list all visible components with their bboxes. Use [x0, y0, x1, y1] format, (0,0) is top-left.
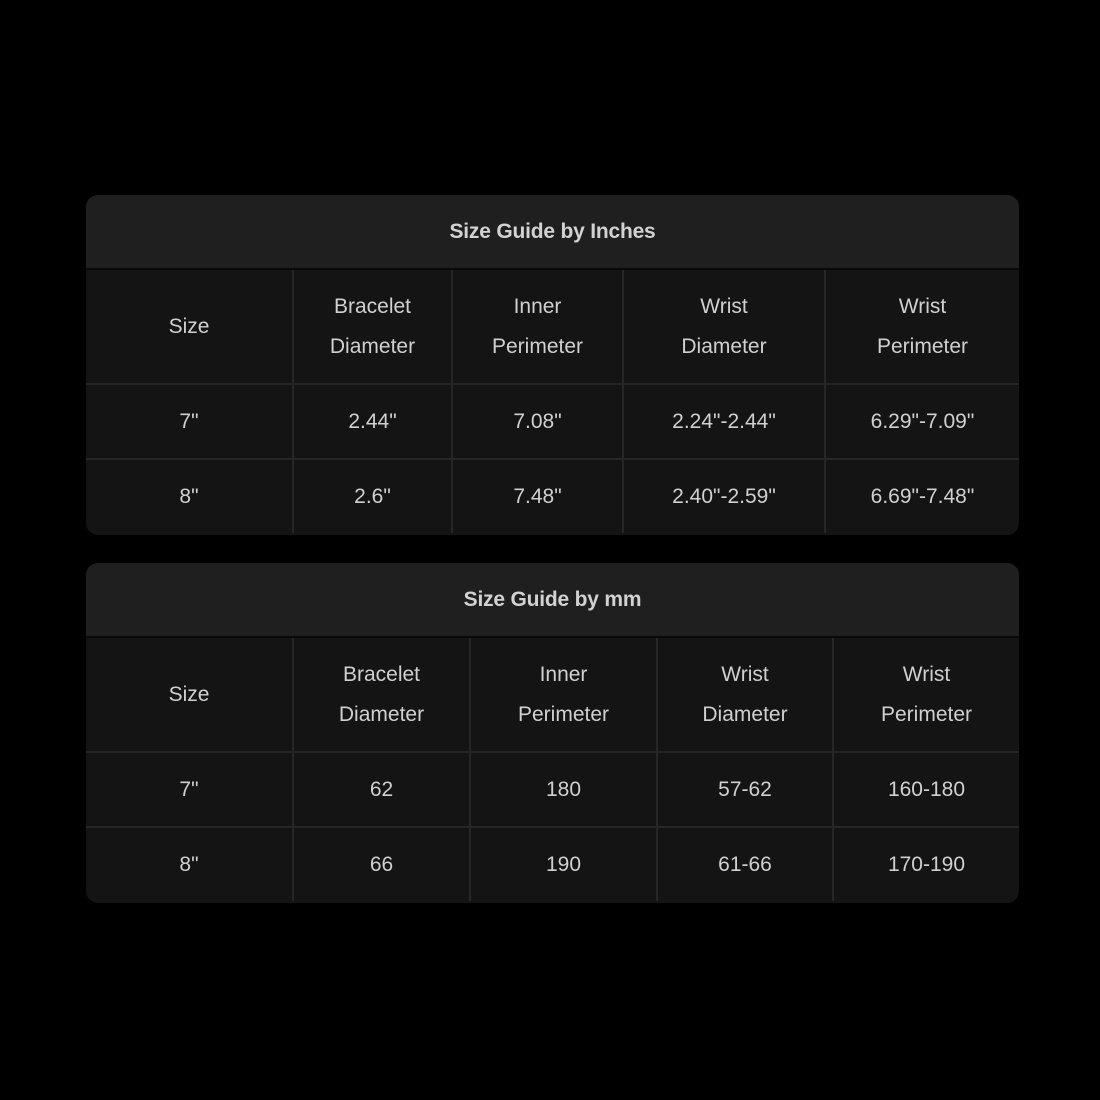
table-cell: 8"	[86, 827, 293, 901]
table-cell: 190	[470, 827, 657, 901]
header-cell-wrist-diameter: Wrist Diameter	[623, 270, 825, 384]
header-cell-bracelet-diameter: Bracelet Diameter	[293, 638, 470, 752]
table-row	[86, 384, 1019, 459]
table-cell: 170-190	[887, 852, 966, 876]
size-table-inches	[86, 270, 1019, 533]
table-cell: 66	[293, 827, 470, 901]
table-cell: 62	[293, 752, 470, 827]
table-cell: 2.44"	[293, 384, 452, 459]
table-cell: 8"	[86, 459, 293, 533]
table-cell: 2.24"-2.44"	[623, 384, 825, 459]
header-cell-wrist-perimeter: Wrist Perimeter	[825, 270, 1019, 384]
size-guide-mm	[86, 563, 1019, 903]
guide-title: Size Guide by Inches	[86, 195, 1019, 270]
table-cell: 7.08"	[452, 384, 623, 459]
header-row	[86, 638, 1019, 752]
header-row	[86, 270, 1019, 384]
table-cell: 2.6"	[293, 459, 452, 533]
table-row	[86, 459, 1019, 533]
table-cell: 61-66	[657, 827, 833, 901]
guide-title: Size Guide by mm	[86, 563, 1019, 638]
table-cell: 2.40"-2.59"	[623, 459, 825, 533]
table-cell: 7"	[86, 384, 293, 459]
header-cell-wrist-perimeter: Wrist Perimeter	[833, 638, 1019, 752]
table-cell: 180	[470, 752, 657, 827]
header-cell-size: Size	[86, 270, 293, 384]
table-cell: 57-62	[657, 752, 833, 827]
table-row	[86, 827, 1019, 901]
header-cell-inner-perimeter: Inner Perimeter	[470, 638, 657, 752]
size-table-mm	[86, 638, 1019, 901]
header-cell-bracelet-diameter: Bracelet Diameter	[293, 270, 452, 384]
header-cell-size: Size	[86, 638, 293, 752]
size-guide-inches	[86, 195, 1019, 535]
header-cell-inner-perimeter: Inner Perimeter	[452, 270, 623, 384]
table-cell: 160-180	[833, 752, 1019, 827]
header-cell-wrist-diameter: Wrist Diameter	[657, 638, 833, 752]
table-cell: 7"	[86, 752, 293, 827]
table-cell: 7.48"	[452, 459, 623, 533]
table-row	[86, 752, 1019, 827]
table-cell: 6.29"-7.09"	[825, 384, 1019, 459]
table-cell: 6.69"-7.48"	[870, 484, 975, 508]
